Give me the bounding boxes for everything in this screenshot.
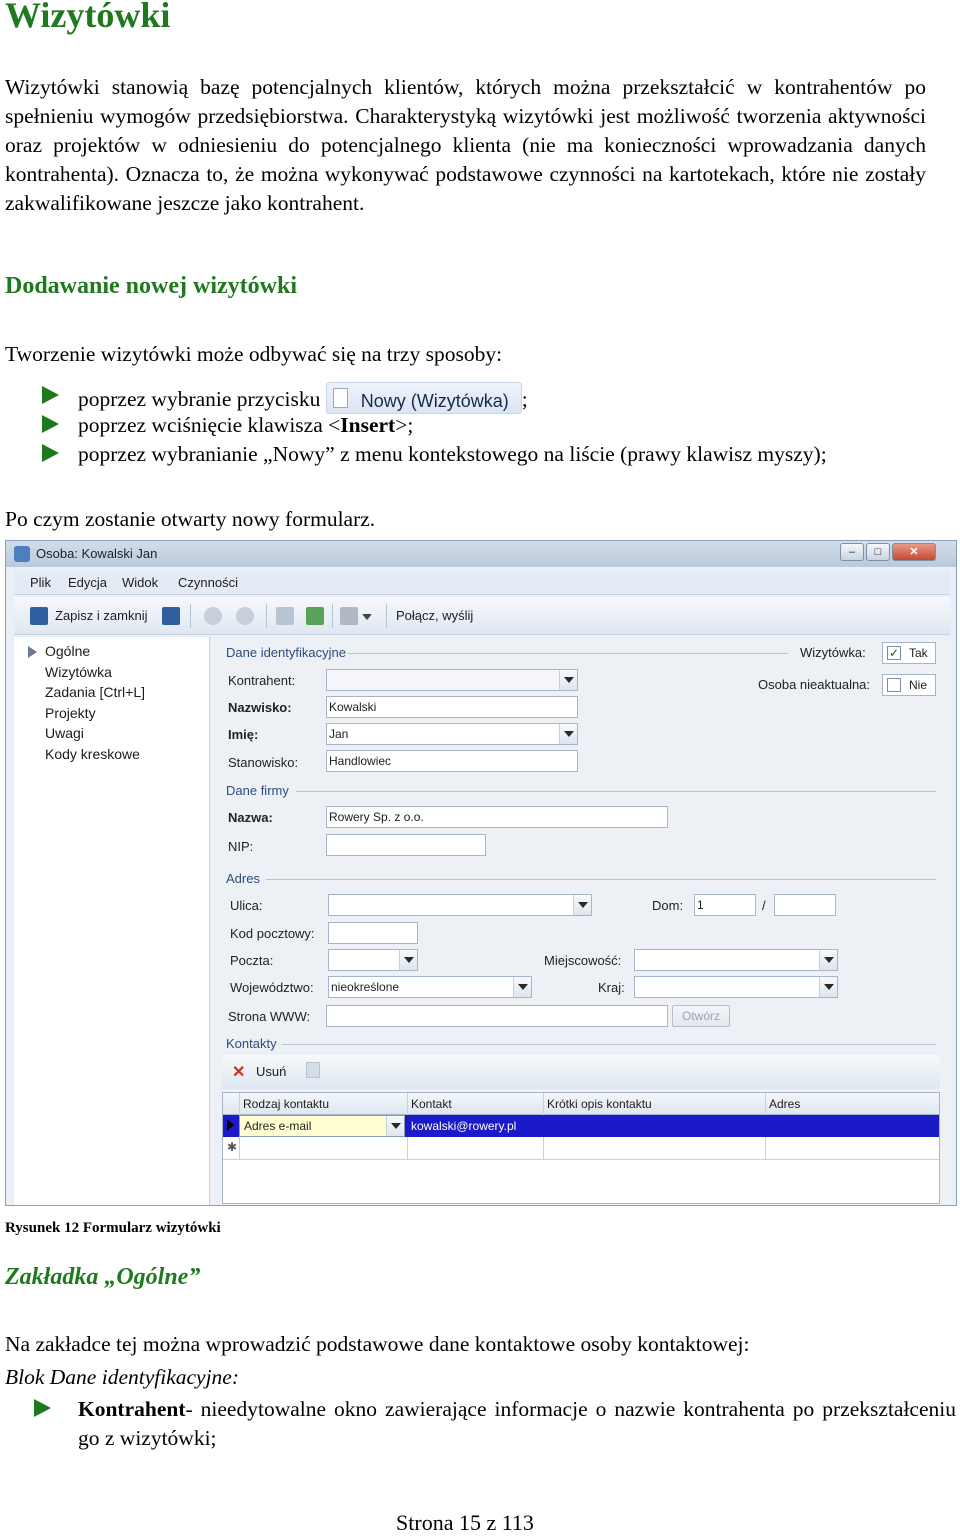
row-pointer-icon	[227, 1119, 234, 1131]
menu-czynnosci[interactable]: Czynności	[178, 575, 238, 590]
person-icon	[14, 546, 30, 562]
section-divider	[282, 1044, 936, 1045]
nazwisko-field[interactable]: Kowalski	[326, 696, 578, 718]
print-dropdown-icon[interactable]	[362, 614, 372, 620]
sidebar-item-ogolne[interactable]: Ogólne	[45, 643, 91, 659]
title-bar	[6, 541, 956, 567]
toolbar-separator	[386, 604, 387, 628]
dom-field[interactable]: 1	[694, 894, 756, 916]
sidebar-item-uwagi[interactable]: Uwagi	[45, 725, 84, 741]
section-ident: Dane identyfikacyjne	[226, 645, 346, 660]
bullet-arrow-icon	[42, 386, 59, 404]
wizytowka-value: Tak	[909, 646, 928, 660]
edit-icon[interactable]	[306, 1062, 320, 1078]
miejscowosc-field[interactable]	[634, 949, 838, 971]
page-number: Strona 15 z 113	[396, 1510, 534, 1535]
toolbar-separator	[332, 604, 333, 628]
sidebar	[14, 637, 210, 1205]
grid-header	[223, 1093, 939, 1115]
sidebar-item-projekty[interactable]: Projekty	[45, 705, 96, 721]
nazwisko-label: Nazwisko:	[228, 700, 292, 715]
www-field[interactable]	[326, 1005, 668, 1027]
wizytowka-label: Wizytówka:	[800, 645, 866, 660]
nip-field[interactable]	[326, 834, 486, 856]
block-label: Blok Dane identyfikacyjne:	[5, 1365, 240, 1389]
refresh-icon[interactable]	[306, 607, 324, 625]
wizytowka-checkbox[interactable]	[882, 642, 936, 664]
contact-value[interactable]: kowalski@rowery.pl	[411, 1119, 517, 1133]
selected-arrow-icon	[28, 646, 37, 658]
contacts-toolbar	[222, 1055, 940, 1089]
chevron-down-icon[interactable]	[386, 1116, 404, 1136]
bullet-1-text: poprzez wybranie przycisku	[78, 387, 321, 411]
kontrahent-label: Kontrahent:	[228, 673, 296, 688]
save-icon-2[interactable]	[162, 607, 180, 625]
menu-widok[interactable]: Widok	[122, 575, 159, 590]
kontrahent-field[interactable]	[326, 669, 578, 691]
menu-plik[interactable]: Plik	[30, 575, 51, 590]
section-firm: Dane firmy	[226, 783, 289, 798]
bullet-2-suffix: >;	[395, 413, 414, 437]
chevron-down-icon[interactable]	[399, 950, 417, 970]
chevron-down-icon[interactable]	[573, 895, 591, 915]
nazwa-field[interactable]: Rowery Sp. z o.o.	[326, 806, 668, 828]
subheading-add-card: Dodawanie nowej wizytówki	[5, 273, 297, 299]
col-rodzaj[interactable]: Rodzaj kontaktu	[243, 1097, 330, 1111]
wojewodztwo-label: Województwo:	[230, 980, 314, 995]
delete-button[interactable]: Usuń	[256, 1064, 287, 1079]
contact-type-select[interactable]	[239, 1115, 405, 1137]
kod-field[interactable]	[328, 922, 418, 944]
tools-icon[interactable]	[276, 607, 294, 625]
connect-send-button[interactable]: Połącz, wyślij	[396, 608, 474, 623]
bullet-arrow-icon	[42, 444, 59, 462]
kraj-field[interactable]	[634, 976, 838, 998]
section-address: Adres	[226, 871, 260, 886]
toolbar-separator	[266, 604, 267, 628]
nazwa-label: Nazwa:	[228, 810, 273, 825]
imie-field[interactable]	[326, 723, 578, 745]
stanowisko-label: Stanowisko:	[228, 755, 299, 770]
subheading-general-tab: Zakładka „Ogólne”	[5, 1264, 201, 1290]
new-row-asterisk-icon: ✱	[227, 1140, 238, 1154]
wojewodztwo-field[interactable]	[328, 976, 532, 998]
section-contacts: Kontakty	[226, 1036, 277, 1051]
nieaktualna-label: Osoba nieaktualna:	[758, 677, 871, 692]
bullet-kontrahent	[78, 1395, 956, 1453]
miejscowosc-label: Miejscowość:	[544, 953, 622, 968]
figure-caption: Rysunek 12 Formularz wizytówki	[5, 1220, 221, 1236]
save-icon[interactable]	[30, 607, 48, 625]
toolbar	[14, 597, 950, 635]
kod-label: Kod pocztowy:	[230, 926, 315, 941]
empty-checkbox-icon	[887, 678, 901, 692]
chevron-down-icon[interactable]	[819, 977, 837, 997]
section-divider	[348, 653, 788, 654]
menu-bar	[14, 571, 950, 595]
bullet-2-prefix: poprzez wciśnięcie klawisza <	[78, 413, 341, 437]
table-row[interactable]	[223, 1115, 939, 1137]
sidebar-item-kody[interactable]: Kody kreskowe	[45, 746, 140, 762]
col-opis[interactable]: Krótki opis kontaktu	[547, 1097, 652, 1111]
page-heading: Wizytówki	[5, 0, 171, 35]
delete-icon[interactable]: ✕	[232, 1064, 246, 1081]
imie-value: Jan	[329, 727, 349, 741]
bullet-kontrahent-desc: - nieedytowalne okno zawierające informacje o nazwie kontrahenta po przekształceniu go z wizytówki;	[78, 1397, 956, 1450]
ways-intro: Tworzenie wizytówki może odbywać się na trzy sposoby:	[5, 342, 503, 366]
general-tab-paragraph: Na zakładce tej można wprowadzić podstawowe dane kontaktowe osoby kontaktowej:	[5, 1332, 750, 1356]
stanowisko-field[interactable]: Handlowiec	[326, 750, 578, 772]
forward-icon[interactable]	[236, 607, 254, 625]
print-icon[interactable]	[340, 607, 358, 625]
form-window	[5, 540, 957, 1206]
bullet-arrow-icon	[42, 415, 59, 433]
document-icon	[333, 388, 348, 408]
imie-label: Imię:	[228, 727, 259, 742]
sidebar-item-zadania[interactable]: Zadania [Ctrl+L]	[45, 684, 145, 700]
section-divider	[296, 791, 936, 792]
bullet-2	[78, 411, 413, 440]
menu-edycja[interactable]: Edycja	[68, 575, 108, 590]
new-card-button-label: Nowy (Wizytówka)	[360, 391, 509, 411]
section-divider	[266, 879, 936, 880]
toolbar-separator	[190, 604, 191, 628]
ulica-field[interactable]	[328, 894, 592, 916]
after-bullets: Po czym zostanie otwarty nowy formularz.	[5, 507, 376, 531]
kraj-label: Kraj:	[598, 980, 625, 995]
chevron-down-icon[interactable]	[559, 724, 577, 744]
chevron-down-icon[interactable]	[819, 950, 837, 970]
close-button[interactable]: ✕	[892, 543, 936, 561]
ulica-label: Ulica:	[230, 898, 263, 913]
window-title: Osoba: Kowalski Jan	[36, 546, 158, 561]
slash-label: /	[762, 898, 766, 913]
nip-label: NIP:	[228, 839, 254, 854]
bullet-3: poprzez wybranianie „Nowy” z menu kontekstowego na liście (prawy klawisz myszy);	[78, 442, 827, 466]
bullet-arrow-icon	[34, 1399, 51, 1417]
bullet-1	[78, 382, 528, 414]
bullet-kontrahent-term: Kontrahent	[78, 1397, 186, 1421]
maximize-button[interactable]: □	[866, 543, 890, 561]
chevron-down-icon[interactable]	[513, 977, 531, 997]
lokal-field[interactable]	[774, 894, 836, 916]
intro-paragraph: Wizytówki stanowią bazę potencjalnych klientów, których można przekształcić w kontrahentów po spełnieniu wymogów przedsiębiorstwa. Charakterystyką wizytówki jest możliwość tworzenia aktywności oraz projektów w odniesieniu do potencjalnego klienta (nie ma konieczności wprowadzania danych kontrahenta). Oznacza to, że można wykonywać podstawowe czynności na kartotekach, które nie zostały zakwalifikowane jeszcze jako kontrahent.	[5, 75, 926, 215]
wojewodztwo-value: nieokreślone	[331, 980, 400, 994]
grid-row-divider	[223, 1159, 939, 1160]
new-card-button-image	[326, 382, 522, 414]
checkmark-icon: ✓	[888, 646, 900, 660]
sidebar-item-wizytowka[interactable]: Wizytówka	[45, 664, 112, 680]
col-adres[interactable]: Adres	[769, 1097, 801, 1111]
nieaktualna-value: Nie	[909, 678, 928, 692]
save-close-button[interactable]: Zapisz i zamknij	[55, 608, 148, 623]
col-kontakt[interactable]: Kontakt	[411, 1097, 452, 1111]
contacts-grid	[222, 1092, 940, 1204]
back-icon[interactable]	[204, 607, 222, 625]
www-label: Strona WWW:	[228, 1009, 311, 1024]
dom-label: Dom:	[652, 898, 684, 913]
chevron-down-icon[interactable]	[559, 670, 577, 690]
poczta-label: Poczta:	[230, 953, 274, 968]
bullet-1-end: ;	[521, 387, 528, 411]
open-www-button[interactable]: Otwórz	[672, 1005, 730, 1027]
nieaktualna-checkbox[interactable]	[882, 674, 936, 696]
insert-key: Insert	[340, 413, 396, 437]
minimize-button[interactable]: –	[840, 543, 864, 561]
poczta-field[interactable]	[328, 949, 418, 971]
contact-type-value: Adres e-mail	[244, 1119, 312, 1133]
